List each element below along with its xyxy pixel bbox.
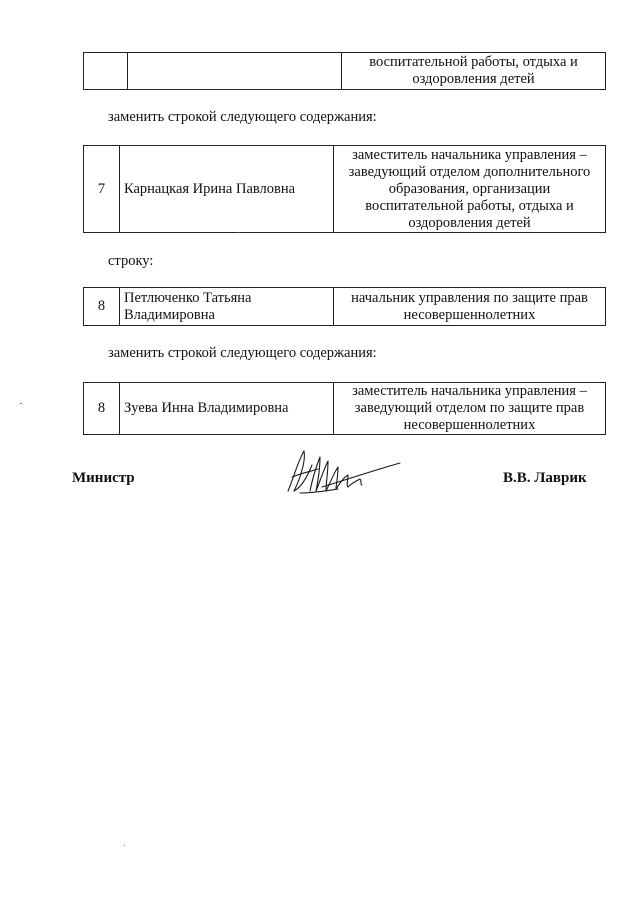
- row-name-cell: Петлюченко Татьяна Владимировна: [120, 288, 334, 326]
- signatory-name: В.В. Лаврик: [503, 470, 587, 486]
- table-row: [84, 383, 606, 435]
- row-number-cell: 8: [84, 383, 120, 435]
- instruction-replace-1: заменить строкой следующего содержания:: [108, 109, 377, 125]
- scan-speck: [20, 403, 22, 404]
- row-number-cell: 7: [84, 146, 120, 233]
- table-row: [84, 146, 606, 233]
- table-row: [84, 53, 606, 90]
- row-position-cell: заместитель начальника управления – заведующий отделом по защите прав несовершеннолетних: [334, 383, 606, 435]
- table-row: [84, 288, 606, 326]
- row-name-cell: [128, 53, 342, 90]
- scan-speck: [238, 232, 239, 233]
- instruction-row: строку:: [108, 253, 154, 269]
- instruction-replace-2: заменить строкой следующего содержания:: [108, 345, 377, 361]
- row-position-cell: воспитательной работы, отдыха и оздоровления детей: [342, 53, 606, 90]
- handwritten-signature: [282, 447, 404, 497]
- signatory-title: Министр: [72, 470, 135, 486]
- scan-speck: [124, 845, 125, 846]
- row-position-cell: заместитель начальника управления – заведующий отделом дополнительного образования, организации воспитательной работы, отдыха и оздоровления детей: [334, 146, 606, 233]
- table-replacement-7: [83, 145, 606, 233]
- table-original-8: [83, 287, 606, 326]
- row-number-cell: [84, 53, 128, 90]
- table-replacement-8: [83, 382, 606, 435]
- row-name-cell: Карнацкая Ирина Павловна: [120, 146, 334, 233]
- row-position-cell: начальник управления по защите прав несовершеннолетних: [334, 288, 606, 326]
- row-name-cell: Зуева Инна Владимировна: [120, 383, 334, 435]
- table-continuation: [83, 52, 606, 90]
- row-number-cell: 8: [84, 288, 120, 326]
